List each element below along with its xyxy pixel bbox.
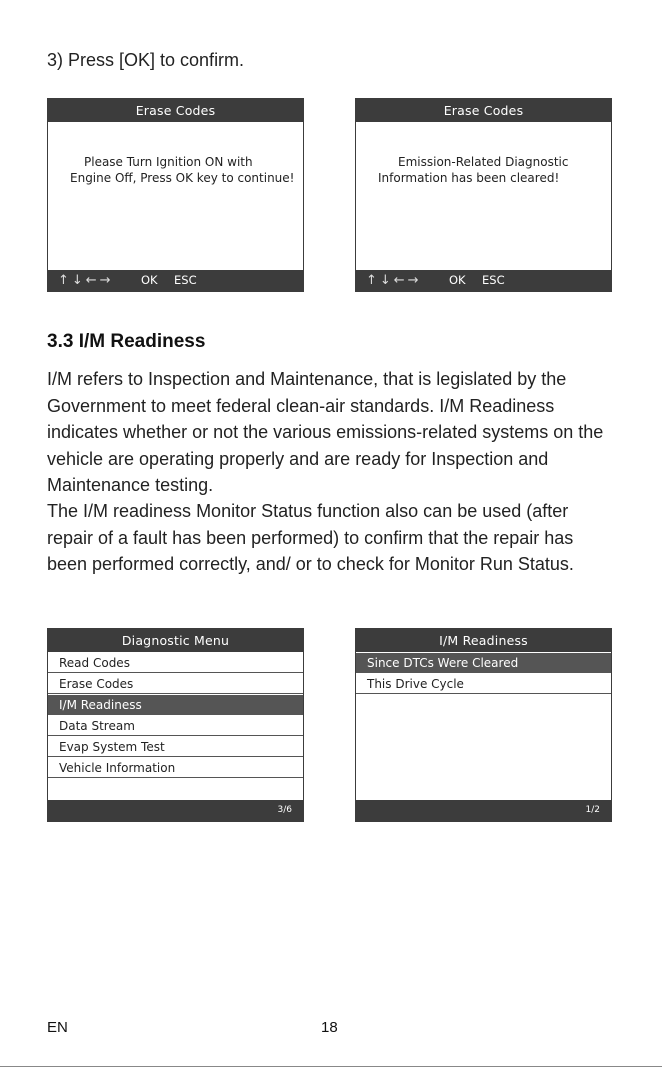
screen-footer [48,270,303,291]
screen-body [48,122,303,270]
paragraph-im-definition: I/M refers to Inspection and Maintenance, that is legislated by the Government to meet federal clean-air standards. I/M Readiness indicates whether or not the various emissions-related systems on the vehicle are operating properly and are ready for Inspection and Maintenance testing. [47,369,604,496]
ok-key-label: OK [141,273,158,287]
menu-list [356,653,611,694]
screen-message: Emission-Related Diagnostic Information has been cleared! [378,155,569,185]
esc-key-label: ESC [482,273,505,287]
screen-footer [356,800,611,821]
menu-item-read-codes: Read Codes [48,653,303,673]
menu-list [48,653,303,778]
menu-item-data-stream: Data Stream [48,716,303,736]
arrow-keys-icon: ↑↓←→ [366,273,422,288]
screen-title: Erase Codes [48,99,303,122]
menu-item-erase-codes: Erase Codes [48,674,303,694]
menu-item-evap-system-test: Evap System Test [48,737,303,757]
diagnostic-menu-screen [47,628,304,822]
screen-footer [356,270,611,291]
screen-title: Diagnostic Menu [48,629,303,652]
screen-footer [48,800,303,821]
menu-item-since-dtcs-cleared: Since DTCs Were Cleared [356,653,611,673]
page-indicator: 1/2 [585,805,600,815]
screen-title: I/M Readiness [356,629,611,652]
paragraph-im-monitor: The I/M readiness Monitor Status function also can be used (after repair of a fault has been performed) to confirm that the repair has been performed correctly, and/ or to check for Monitor Run Status. [47,501,574,575]
step-instruction: 3) Press [OK] to confirm. [47,50,245,70]
screen-body [356,122,611,270]
section-heading: 3.3 I/M Readiness [47,331,206,352]
footer-language: EN [47,1019,68,1036]
bottom-rule [0,1066,662,1067]
screen-title: Erase Codes [356,99,611,122]
menu-item-vehicle-information: Vehicle Information [48,758,303,778]
arrow-keys-icon: ↑↓←→ [58,273,114,288]
erase-codes-screen-prompt [47,98,304,292]
esc-key-label: ESC [174,273,197,287]
ok-key-label: OK [449,273,466,287]
erase-codes-screen-cleared [355,98,612,292]
footer-page-number: 18 [321,1019,338,1036]
screen-message: Please Turn Ignition ON with Engine Off, Press OK key to continue! [70,155,295,185]
im-readiness-screen [355,628,612,822]
page-indicator: 3/6 [277,805,292,815]
menu-item-im-readiness: I/M Readiness [48,695,303,715]
menu-item-this-drive-cycle: This Drive Cycle [356,674,611,694]
